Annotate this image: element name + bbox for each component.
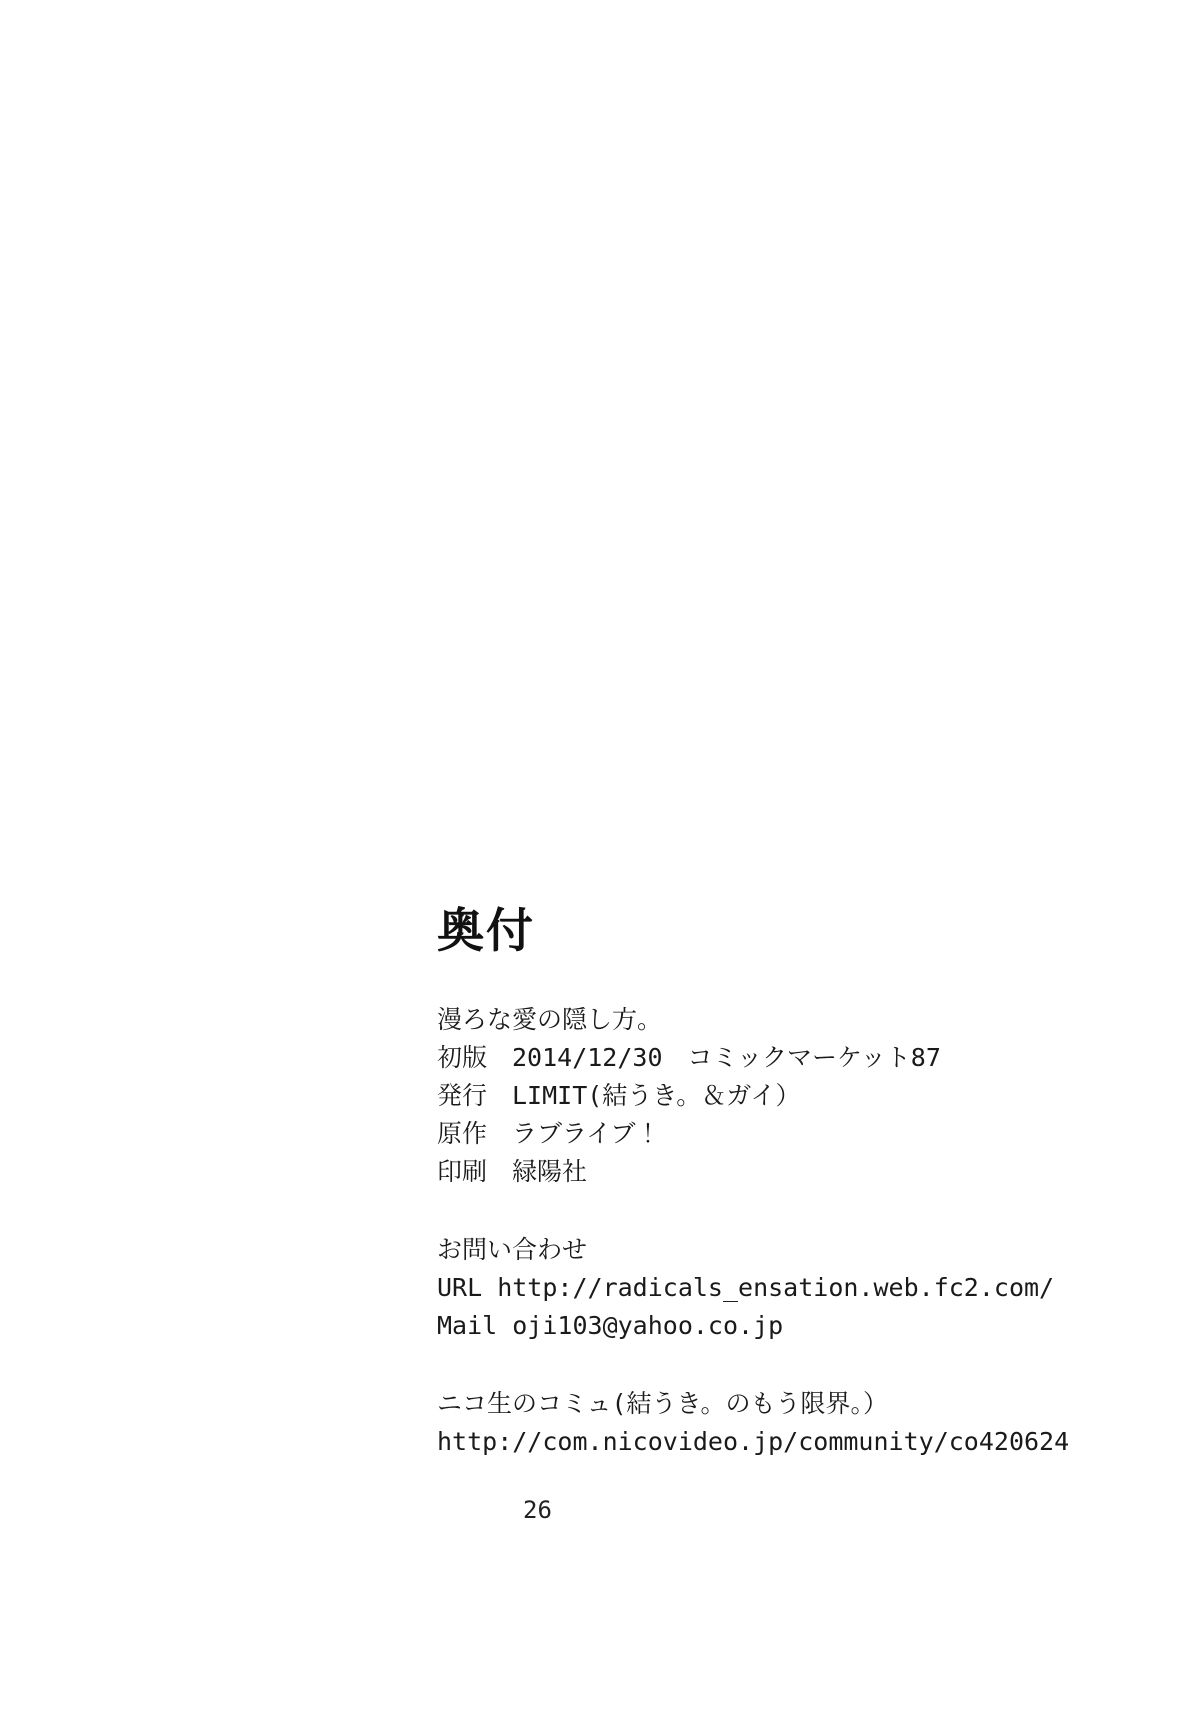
community-url[interactable]: http://com.nicovideo.jp/community/co420624 (437, 1427, 1070, 1457)
colophon-section (437, 904, 1070, 1461)
community-info (437, 1385, 1070, 1461)
contact-info (437, 1231, 1055, 1345)
colophon-heading: 奥付 (437, 904, 535, 959)
community-label: ニコ生のコミュ(結うき。のもう限界。） (437, 1389, 889, 1419)
publication-line-edition: 初版 2014/12/30 コミックマーケット87 (437, 1043, 941, 1073)
contact-url[interactable]: URL http://radicals_ensation.web.fc2.com/ (437, 1273, 1055, 1303)
publication-info (437, 1001, 1037, 1191)
publication-line-printer: 印刷 緑陽社 (437, 1157, 588, 1187)
contact-mail[interactable]: Mail oji103@yahoo.co.jp (437, 1311, 784, 1341)
publication-line-publisher: 発行 LIMIT(結うき。＆ガイ） (437, 1081, 801, 1111)
spacer-2 (437, 1345, 1037, 1385)
page-number: 26 (523, 1496, 552, 1524)
contact-label: お問い合わせ (437, 1235, 588, 1265)
publication-line-original: 原作 ラブライブ！ (437, 1119, 661, 1149)
work-title: 漫ろな愛の隠し方。 (437, 1005, 663, 1035)
spacer-1 (437, 1191, 1037, 1231)
